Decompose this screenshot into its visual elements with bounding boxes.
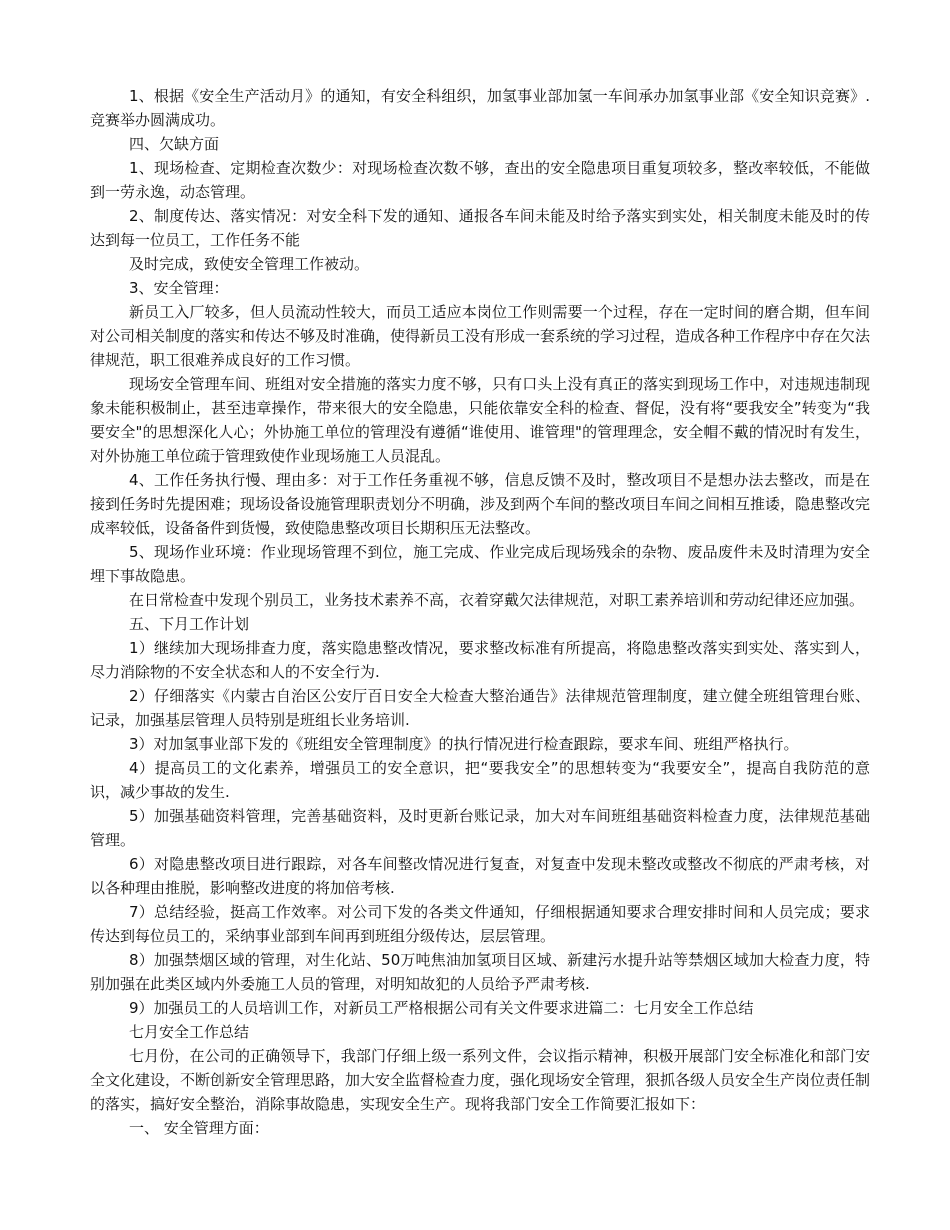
paragraph-staff-training: 在日常检查中发现个别员工，业务技术素养不高，衣着穿戴欠法律规范，对职工素养培训和劳动纪律还应加强。 — [129, 591, 865, 609]
plan-item-8: 8）加强禁烟区域的管理，对生化站、50万吨焦油加氢项目区域、新建污水提升站等禁烟区域加大检查力度，特别加强在此类区域内外委施工人员的管理，对明知故犯的人员给予严肃考核. — [90, 951, 870, 993]
paragraph-july-summary: 七月份，在公司的正确领导下，我部门仔细上级一系列文件，会议指示精神，积极开展部门安全标准化和部门安全文化建设，不断创新安全管理思路，加大安全监督检查力度，强化现场安全管理，狠抓各级人员安全生产岗位责任制的落实，搞好安全整治，消除事故隐患，实现安全生产。现将我部门安全工作简要汇报如下： — [90, 1047, 871, 1113]
paragraph-inspection: 1、现场检查、定期检查次数少：对现场检查次数不够，查出的安全隐患项目重复项较多，整改率较低，不能做到一劳永逸，动态管理。 — [90, 159, 870, 201]
plan-item-7: 7）总结经验，挺高工作效率。对公司下发的各类文件通知，仔细根据通知要求合理安排时间和人员完成；要求传达到每位员工的，采纳事业部到车间再到班组分级传达，层层管理。 — [90, 903, 870, 945]
document-page — [90, 84, 870, 1140]
heading-safety-management-aspect: 一、 安全管理方面： — [129, 1119, 269, 1137]
heading-safety-management: 3、安全管理： — [129, 279, 229, 297]
heading-next-month-plan: 五、下月工作计划 — [129, 615, 250, 633]
paragraph-policy-delivery: 2、制度传达、落实情况：对安全科下发的通知、通报各车间未能及时给予落实到实处，相关制度未能及时的传达到每一位员工，工作任务不能 — [90, 207, 870, 249]
paragraph-activity-month: 1、根据《安全生产活动月》的通知，有安全科组织，加氢事业部加氢一车间承办加氢事业部《安全知识竞赛》.竞赛举办圆满成功。 — [90, 87, 870, 129]
plan-item-4: 4）提高员工的文化素养，增强员工的安全意识，把“要我安全”的思想转变为“我要安全”，提高自我防范的意识，减少事故的发生. — [90, 759, 870, 801]
section-title-july-summary: 七月安全工作总结 — [129, 1023, 250, 1041]
plan-item-2: 2）仔细落实《内蒙古自治区公安厅百日安全大检查大整治通告》法律规范管理制度，建立健全班组管理台账、记录，加强基层管理人员特别是班组长业务培训. — [90, 687, 870, 729]
heading-deficiencies: 四、欠缺方面 — [129, 135, 220, 153]
plan-item-5: 5）加强基础资料管理，完善基础资料，及时更新台账记录，加大对车间班组基础资料检查力度，法律规范基础管理。 — [90, 807, 870, 849]
paragraph-task-execution: 4、工作任务执行慢、理由多：对于工作任务重视不够，信息反馈不及时，整改项目不是想办法去整改，而是在接到任务时先提困难；现场设备设施管理职责划分不明确，涉及到两个车间的整改项目车间之间相互推诿，隐患整改完成率较低，设备备件到货慢，致使隐患整改项目长期积压无法整改。 — [90, 471, 871, 537]
paragraph-new-staff: 新员工入厂较多，但人员流动性较大，而员工适应本岗位工作则需要一个过程，存在一定时间的磨合期，但车间对公司相关制度的落实和传达不够及时准确，使得新员工没有形成一套系统的学习过程，造成各种工作程序中存在欠法律规范，职工很难养成良好的工作习惯。 — [90, 303, 871, 369]
plan-item-1: 1）继续加大现场排查力度，落实隐患整改情况，要求整改标准有所提高，将隐患整改落实到实处、落实到人，尽力消除物的不安全状态和人的不安全行为. — [90, 639, 870, 681]
paragraph-policy-delivery-continued: 及时完成，致使安全管理工作被动。 — [129, 255, 370, 273]
plan-item-6: 6）对隐患整改项目进行跟踪，对各车间整改情况进行复查，对复查中发现未整改或整改不彻底的严肃考核，对以各种理由推脱，影响整改进度的将加倍考核. — [90, 855, 870, 897]
plan-item-9: 9）加强员工的人员培训工作，对新员工严格根据公司有关文件要求进篇二：七月安全工作总结 — [129, 999, 754, 1017]
paragraph-work-environment: 5、现场作业环境：作业现场管理不到位，施工完成、作业完成后现场残余的杂物、废品废件未及时清理为安全埋下事故隐患。 — [90, 543, 870, 585]
plan-item-3: 3）对加氢事业部下发的《班组安全管理制度》的执行情况进行检查跟踪，要求车间、班组严格执行。 — [129, 735, 799, 753]
paragraph-site-safety: 现场安全管理车间、班组对安全措施的落实力度不够，只有口头上没有真正的落实到现场工作中，对违规违制现象未能积极制止，甚至违章操作，带来很大的安全隐患，只能依靠安全科的检查、督促，没有将“要我安全”转变为“我要安全"的思想深化人心；外协施工单位的管理没有遵循“谁使用、谁管理"的管理理念，安全帽不戴的情况时有发生，对外协施工单位疏于管理致使作业现场施工人员混乱。 — [90, 375, 870, 465]
